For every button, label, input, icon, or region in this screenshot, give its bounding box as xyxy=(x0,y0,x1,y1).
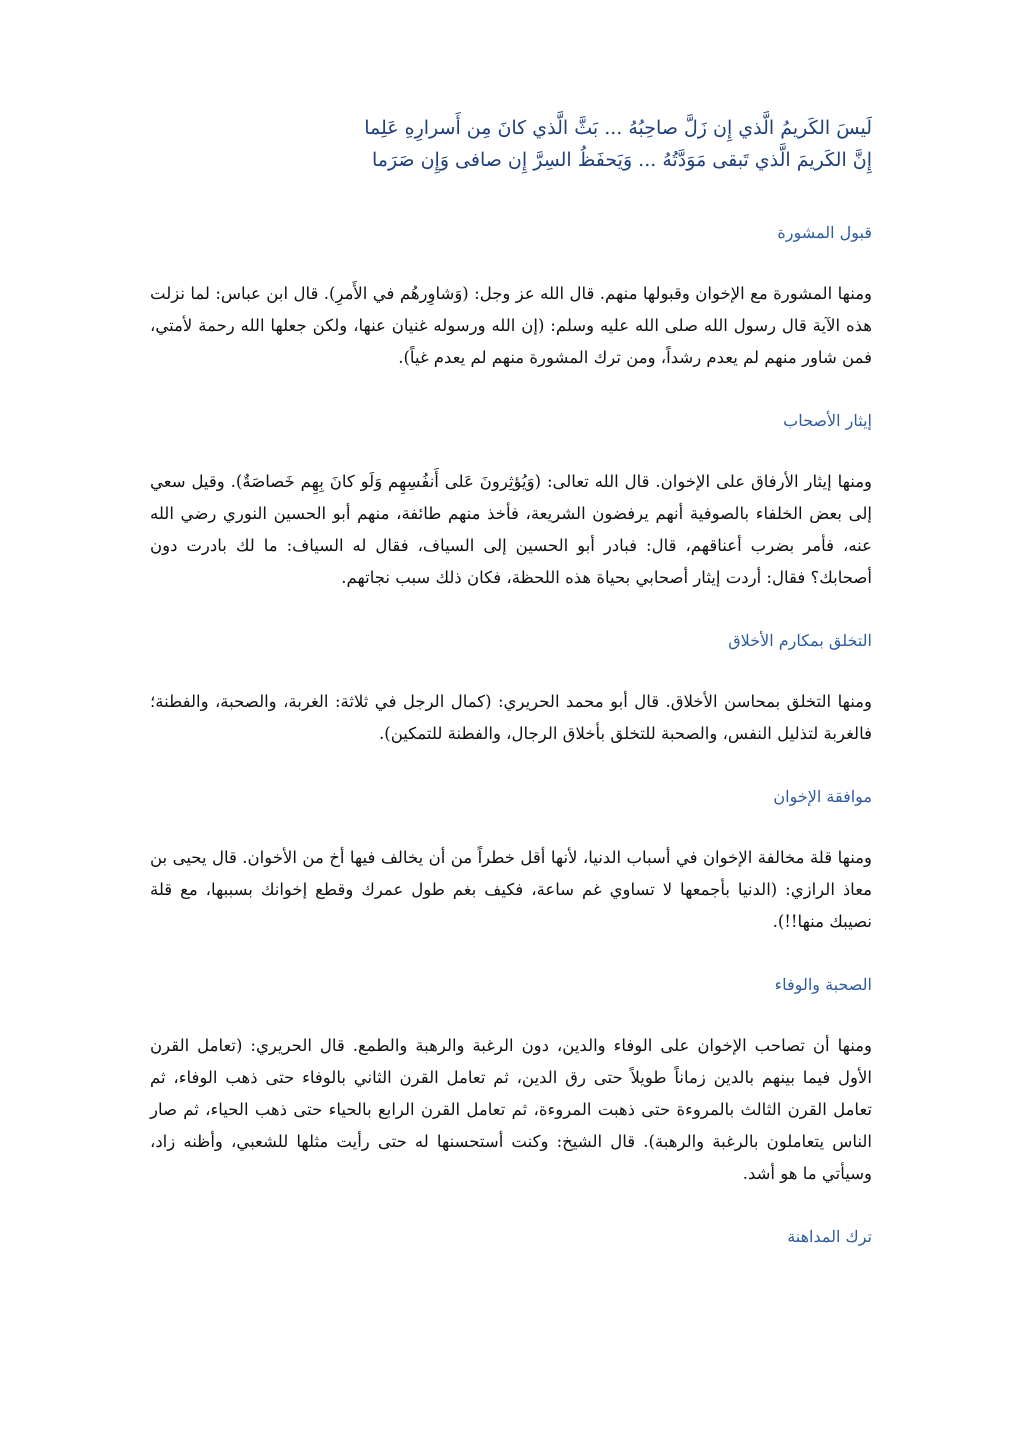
section-muwafaqa xyxy=(150,784,872,938)
section-heading: الصحبة والوفاء xyxy=(774,975,872,994)
section-paragraph: ومنها قلة مخالفة الإخوان في أسباب الدنيا، لأنها أقل خطراً من أن يخالف فيها أخ من الأخوان. قال يحيى بن معاذ الرازي: (الدنيا بأجمعها لا تساوي غم ساعة، فكيف بغم طول عمرك وقطع إخوانك بسببها، مع قلة نصيبك منها!!). xyxy=(150,848,872,931)
poem-verse: إِنَّ الكَريمَ الَّذي تَبقى مَوَدَّتُهُ ... وَيَحفَظُ السِرَّ إِن صافى وَإِن صَرَما xyxy=(371,149,872,171)
section-heading: ترك المداهنة xyxy=(787,1227,872,1246)
section-paragraph: ومنها إيثار الأرفاق على الإخوان. قال الله تعالى: (وَيُؤثِرونَ عَلى أَنفُسِهِم وَلَو كانَ بِهِم خَصاصَةٌ). وقيل سعي إلى بعض الخلفاء بالصوفية أنهم يرفضون الشريعة، فأخذ منهم طائفة، منهم أبو الحسين النوري رضي الله عنه، فأمر بضرب أعناقهم، قال: فبادر أبو الحسين إلى السياف، فقال له السياف: ما لك بادرت دون أصحابك؟ فقال: أردت إيثار أصحابي بحياة هذه اللحظة، فكان ذلك سبب نجاتهم. xyxy=(150,472,872,587)
section-heading: إيثار الأصحاب xyxy=(783,411,872,430)
section-paragraph: ومنها المشورة مع الإخوان وقبولها منهم. قال الله عز وجل: (وَشاوِرهُم في الأَمرِ). قال ابن عباس: لما نزلت هذه الآية قال رسول الله صلى الله عليه وسلم: (إن الله ورسوله غنيان عنها، ولكن جعلها الله رحمة لأمتي، فمن شاور منهم لم يعدم رشداً، ومن ترك المشورة منهم لم يعدم غياً). xyxy=(150,284,872,367)
poem-verse: لَيسَ الكَريمُ الَّذي إِن زَلَّ صاحِبُهُ ... بَثَّ الَّذي كانَ مِن أَسرارِهِ عَلِما xyxy=(364,117,872,139)
section-heading: موافقة الإخوان xyxy=(773,787,872,806)
section-akhlaq xyxy=(150,628,872,750)
section-ithar xyxy=(150,408,872,594)
section-heading: التخلق بمكارم الأخلاق xyxy=(728,631,872,650)
section-paragraph: ومنها التخلق بمحاسن الأخلاق. قال أبو محمد الحريري: (كمال الرجل في ثلاثة: الغربة، والصحبة، والفطنة؛ فالغربة لتذليل النفس، والصحبة للتخلق بأخلاق الرجال، والفطنة للتمكين). xyxy=(150,692,872,743)
section-paragraph: ومنها أن تصاحب الإخوان على الوفاء والدين، دون الرغبة والرهبة والطمع. قال الحريري: (تعامل القرن الأول فيما بينهم بالدين زماناً طويلاً حتى رق الدين، ثم تعامل القرن الثاني بالوفاء حتى ذهب الوفاء، ثم تعامل القرن الثالث بالمروءة حتى ذهبت المروءة، ثم تعامل القرن الرابع بالحياء حتى ذهب الحياء، ثم صار الناس يتعاملون بالرغبة والرهبة). قال الشيخ: وكنت أستحسنها له حتى رأيت مثلها للشعبي، وأظنه زاد، وسيأتي ما هو أشد. xyxy=(150,1036,872,1183)
section-mudahana xyxy=(150,1224,872,1250)
section-suhba xyxy=(150,972,872,1190)
poem-block xyxy=(150,112,872,176)
document-page xyxy=(150,112,872,1250)
section-heading: قبول المشورة xyxy=(777,223,872,242)
section-shura xyxy=(150,220,872,374)
